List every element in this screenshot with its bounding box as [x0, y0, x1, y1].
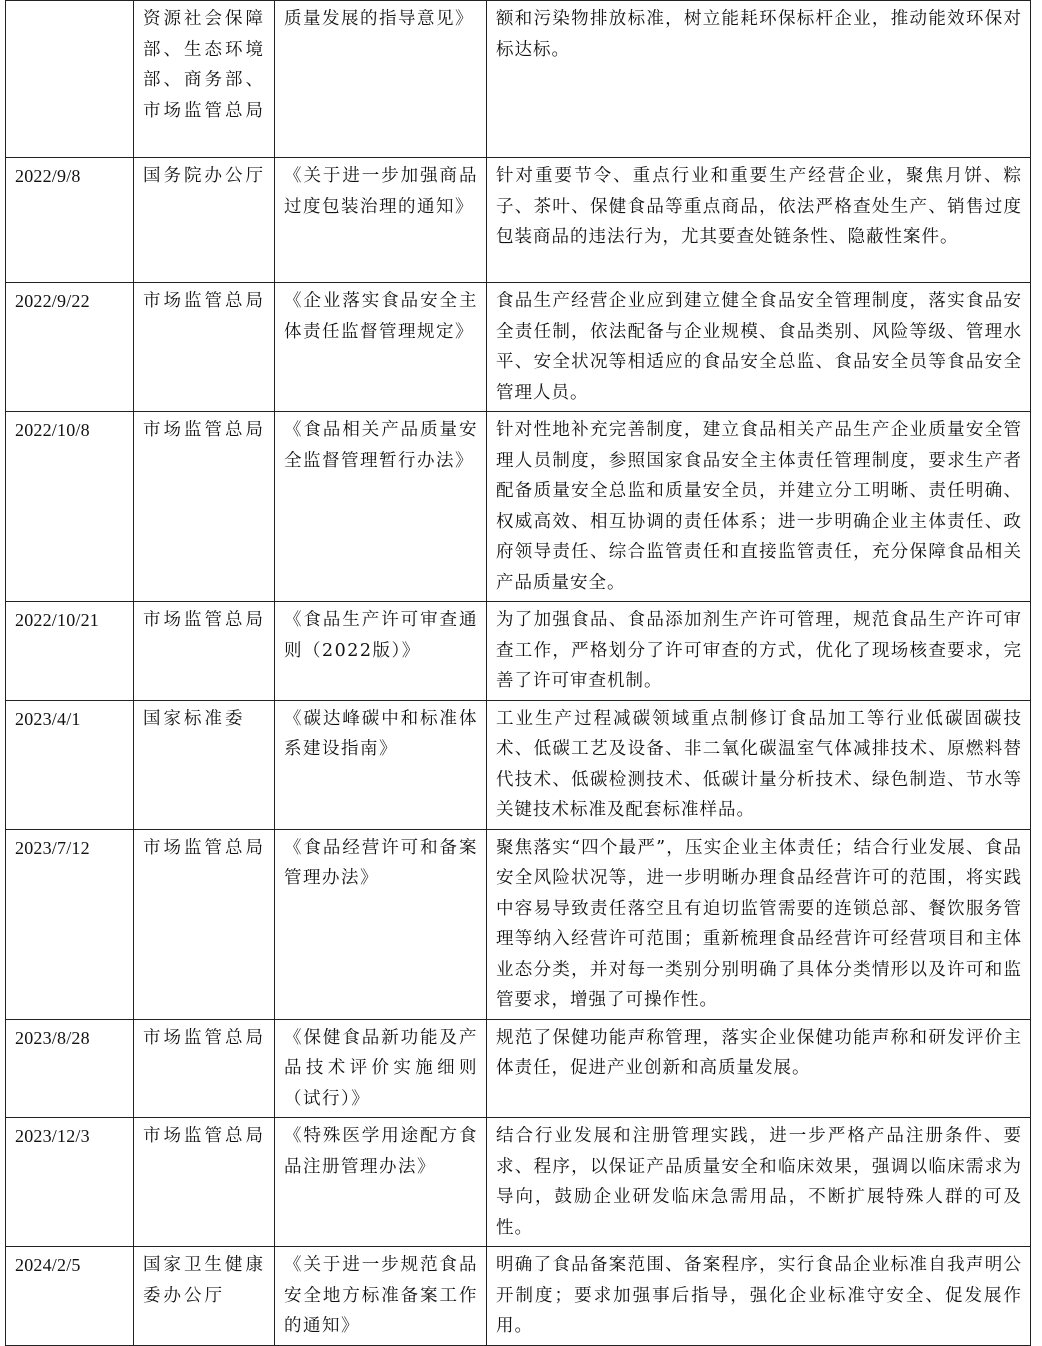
document-cell: 质量发展的指导意见》 — [275, 1, 487, 158]
date-cell: 2022/9/8 — [6, 158, 134, 283]
content-cell: 针对性地补充完善制度，建立食品相关产品生产企业质量安全管理人员制度，参照国家食品安全主体责任管理制度，要求生产者配备质量安全总监和质量安全员，并建立分工明晰、责任明确、权威高效、相互协调的责任体系；进一步明确企业主体责任、政府领导责任、综合监管责任和直接监管责任，充分保障食品相关产品质量安全。 — [487, 412, 1031, 602]
table-row — [6, 1118, 1031, 1247]
department-cell: 国家标准委 — [134, 700, 275, 829]
content-cell: 针对重要节令、重点行业和重要生产经营企业，聚焦月饼、粽子、茶叶、保健食品等重点商品，依法严格查处生产、销售过度包装商品的违法行为，尤其要查处链条性、隐蔽性案件。 — [487, 158, 1031, 283]
document-cell: 《食品相关产品质量安全监督管理暂行办法》 — [275, 412, 487, 602]
content-cell: 明确了食品备案范围、备案程序，实行食品企业标准自我声明公开制度；要求加强事后指导，强化企业标准守安全、促发展作用。 — [487, 1247, 1031, 1346]
date-cell: 2022/9/22 — [6, 283, 134, 412]
document-cell: 《食品生产许可审查通则（2022版）》 — [275, 602, 487, 701]
table-row — [6, 829, 1031, 1019]
date-cell: 2024/2/5 — [6, 1247, 134, 1346]
department-cell: 国务院办公厅 — [134, 158, 275, 283]
table-row — [6, 1, 1031, 158]
department-cell: 市场监管总局 — [134, 602, 275, 701]
department-cell: 资源社会保障部、生态环境部、商务部、市场监管总局 — [134, 1, 275, 158]
content-cell: 聚焦落实“四个最严”，压实企业主体责任；结合行业发展、食品安全风险状况等，进一步明晰办理食品经营许可的范围，将实践中容易导致责任落空且有迫切监管需要的连锁总部、餐饮服务管理等纳入经营许可范围；重新梳理食品经营许可经营项目和主体业态分类，并对每一类别分别明确了具体分类情形以及许可和监管要求，增强了可操作性。 — [487, 829, 1031, 1019]
table-row — [6, 283, 1031, 412]
content-cell: 结合行业发展和注册管理实践，进一步严格产品注册条件、要求、程序，以保证产品质量安全和临床效果，强调以临床需求为导向，鼓励企业研发临床急需用品，不断扩展特殊人群的可及性。 — [487, 1118, 1031, 1247]
content-cell: 为了加强食品、食品添加剂生产许可管理，规范食品生产许可审查工作，严格划分了许可审查的方式，优化了现场核查要求，完善了许可审查机制。 — [487, 602, 1031, 701]
date-cell: 2022/10/8 — [6, 412, 134, 602]
department-cell: 市场监管总局 — [134, 1019, 275, 1118]
department-cell: 市场监管总局 — [134, 829, 275, 1019]
date-cell — [6, 1, 134, 158]
date-cell: 2023/8/28 — [6, 1019, 134, 1118]
table-row — [6, 158, 1031, 283]
date-cell: 2023/7/12 — [6, 829, 134, 1019]
content-cell: 规范了保健功能声称管理，落实企业保健功能声称和研发评价主体责任，促进产业创新和高质量发展。 — [487, 1019, 1031, 1118]
table-row — [6, 412, 1031, 602]
document-cell: 《关于进一步加强商品过度包装治理的通知》 — [275, 158, 487, 283]
table-row — [6, 700, 1031, 829]
date-cell: 2023/12/3 — [6, 1118, 134, 1247]
document-cell: 《关于进一步规范食品安全地方标准备案工作的通知》 — [275, 1247, 487, 1346]
document-cell: 《保健食品新功能及产品技术评价实施细则（试行）》 — [275, 1019, 487, 1118]
department-cell: 市场监管总局 — [134, 1118, 275, 1247]
table-row — [6, 1247, 1031, 1346]
document-cell: 《碳达峰碳中和标准体系建设指南》 — [275, 700, 487, 829]
table-row — [6, 1019, 1031, 1118]
document-cell: 《特殊医学用途配方食品注册管理办法》 — [275, 1118, 487, 1247]
department-cell: 国家卫生健康委办公厅 — [134, 1247, 275, 1346]
document-cell: 《食品经营许可和备案管理办法》 — [275, 829, 487, 1019]
table-row — [6, 602, 1031, 701]
department-cell: 市场监管总局 — [134, 412, 275, 602]
date-cell: 2023/4/1 — [6, 700, 134, 829]
document-cell: 《企业落实食品安全主体责任监督管理规定》 — [275, 283, 487, 412]
department-cell: 市场监管总局 — [134, 283, 275, 412]
content-cell: 额和污染物排放标准，树立能耗环保标杆企业，推动能效环保对标达标。 — [487, 1, 1031, 158]
content-cell: 工业生产过程减碳领域重点制修订食品加工等行业低碳固碳技术、低碳工艺及设备、非二氧化碳温室气体减排技术、原燃料替代技术、低碳检测技术、低碳计量分析技术、绿色制造、节水等关键技术标准及配套标准样品。 — [487, 700, 1031, 829]
date-cell: 2022/10/21 — [6, 602, 134, 701]
policy-table — [5, 0, 1031, 1346]
content-cell: 食品生产经营企业应到建立健全食品安全管理制度，落实食品安全责任制，依法配备与企业规模、食品类别、风险等级、管理水平、安全状况等相适应的食品安全总监、食品安全员等食品安全管理人员。 — [487, 283, 1031, 412]
